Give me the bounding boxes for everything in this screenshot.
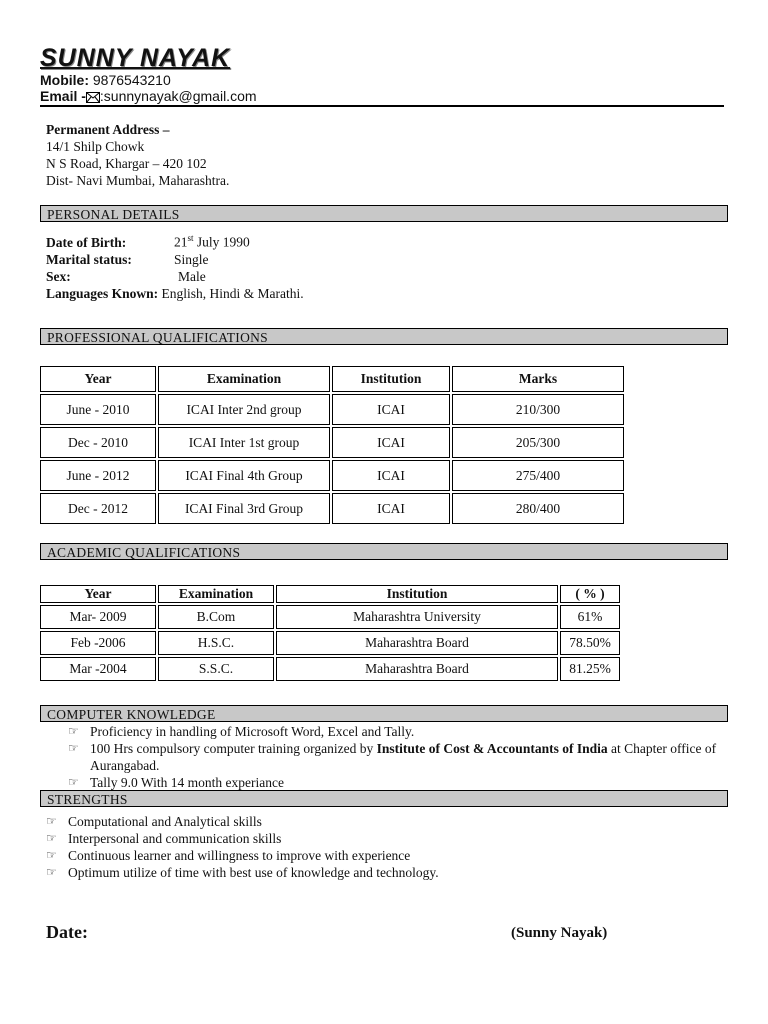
col-year: Year <box>40 366 156 392</box>
col-year: Year <box>40 585 156 603</box>
header-divider <box>40 105 724 107</box>
cell-examination: ICAI Final 3rd Group <box>158 493 330 524</box>
sex-row <box>46 268 304 285</box>
cell-marks: 280/400 <box>452 493 624 524</box>
section-personal-details: PERSONAL DETAILS <box>40 205 728 222</box>
cell-marks: 275/400 <box>452 460 624 491</box>
marital-label: Marital status: <box>46 251 132 267</box>
cell-percent: 78.50% <box>560 631 620 655</box>
academic-table <box>38 583 622 683</box>
pointing-hand-icon: ☞ <box>68 741 79 755</box>
col-percent: ( % ) <box>560 585 620 603</box>
col-institution: Institution <box>332 366 450 392</box>
dob-label: Date of Birth: <box>46 234 127 250</box>
institute-name: Institute of Cost & Accountants of India <box>376 741 608 756</box>
cell-institution: Maharashtra Board <box>276 631 558 655</box>
dob-row <box>46 230 304 251</box>
list-item <box>46 813 726 830</box>
strengths-list <box>46 813 726 881</box>
pointing-hand-icon: ☞ <box>46 814 57 828</box>
table-row <box>40 605 620 629</box>
list-item-text: Continuous learner and willingness to improve with experience <box>68 848 411 863</box>
section-professional-qualifications: PROFESSIONAL QUALIFICATIONS <box>40 328 728 345</box>
languages-value: English, Hindi & Marathi. <box>158 285 304 301</box>
email-line <box>40 88 257 106</box>
table-header-row <box>40 366 624 392</box>
cell-year: Mar- 2009 <box>40 605 156 629</box>
email-label: Email - <box>40 88 86 104</box>
table-row <box>40 657 620 681</box>
cell-institution: Maharashtra University <box>276 605 558 629</box>
list-item-text: Tally 9.0 With 14 month experiance <box>90 775 284 790</box>
table-row <box>40 427 624 458</box>
cell-percent: 81.25% <box>560 657 620 681</box>
section-computer-knowledge: COMPUTER KNOWLEDGE <box>40 705 728 722</box>
permanent-address <box>46 121 229 189</box>
list-item <box>46 847 726 864</box>
cell-year: Dec - 2012 <box>40 493 156 524</box>
candidate-name: SUNNY NAYAK <box>40 44 231 72</box>
col-institution: Institution <box>276 585 558 603</box>
list-item <box>68 774 718 791</box>
email-address: :sunnynayak@gmail.com <box>99 88 257 104</box>
pointing-hand-icon: ☞ <box>46 865 57 879</box>
section-strengths: STRENGTHS <box>40 790 728 807</box>
pointing-hand-icon: ☞ <box>68 775 79 789</box>
cell-examination: ICAI Final 4th Group <box>158 460 330 491</box>
list-item-text: Proficiency in handling of Microsoft Word, Excel and Tally. <box>90 724 415 739</box>
dob-day: 21 <box>174 234 188 250</box>
marital-row <box>46 251 304 268</box>
table-row <box>40 631 620 655</box>
list-item <box>46 830 726 847</box>
pointing-hand-icon: ☞ <box>68 724 79 738</box>
sex-value: Male <box>178 268 206 284</box>
cell-percent: 61% <box>560 605 620 629</box>
envelope-icon <box>86 90 100 106</box>
cell-institution: ICAI <box>332 460 450 491</box>
cell-year: Feb -2006 <box>40 631 156 655</box>
list-item-text: Optimum utilize of time with best use of knowledge and technology. <box>68 865 439 880</box>
table-row <box>40 394 624 425</box>
list-item-text: Interpersonal and communication skills <box>68 831 282 846</box>
cell-year: Dec - 2010 <box>40 427 156 458</box>
section-academic-qualifications: ACADEMIC QUALIFICATIONS <box>40 543 728 560</box>
cell-marks: 210/300 <box>452 394 624 425</box>
address-line: N S Road, Khargar – 420 102 <box>46 156 207 171</box>
sex-label: Sex: <box>46 268 71 284</box>
personal-details <box>46 230 304 302</box>
cell-institution: ICAI <box>332 394 450 425</box>
list-item-text: at Chapter office of Aurangabad. <box>90 741 717 773</box>
mobile-label: Mobile: <box>40 72 89 88</box>
col-examination: Examination <box>158 585 274 603</box>
cell-marks: 205/300 <box>452 427 624 458</box>
table-row <box>40 493 624 524</box>
address-line: 14/1 Shilp Chowk <box>46 139 145 154</box>
cell-examination: B.Com <box>158 605 274 629</box>
list-item <box>68 740 718 774</box>
cell-examination: ICAI Inter 2nd group <box>158 394 330 425</box>
pointing-hand-icon: ☞ <box>46 831 57 845</box>
cell-year: June - 2012 <box>40 460 156 491</box>
cell-institution: ICAI <box>332 427 450 458</box>
dob-suffix: st <box>187 233 194 243</box>
list-item <box>46 864 726 881</box>
languages-row <box>46 285 304 302</box>
cell-examination: S.S.C. <box>158 657 274 681</box>
cell-institution: Maharashtra Board <box>276 657 558 681</box>
table-header-row <box>40 585 620 603</box>
languages-label: Languages Known: <box>46 285 159 301</box>
marital-value: Single <box>174 251 209 267</box>
date-label: Date: <box>46 922 88 942</box>
col-marks: Marks <box>452 366 624 392</box>
list-item-text: 100 Hrs compulsory computer training organized by <box>90 741 377 756</box>
col-examination: Examination <box>158 366 330 392</box>
dob-rest: July 1990 <box>193 234 250 250</box>
cell-examination: ICAI Inter 1st group <box>158 427 330 458</box>
professional-table <box>38 364 626 526</box>
list-item <box>68 723 718 740</box>
table-row <box>40 460 624 491</box>
signature-name: (Sunny Nayak) <box>511 925 608 941</box>
address-line: Dist- Navi Mumbai, Maharashtra. <box>46 173 230 188</box>
mobile-number: 9876543210 <box>92 72 171 88</box>
pointing-hand-icon: ☞ <box>46 848 57 862</box>
address-heading: Permanent Address – <box>46 122 170 137</box>
mobile-line <box>40 72 171 88</box>
computer-knowledge-list <box>68 723 718 791</box>
cell-institution: ICAI <box>332 493 450 524</box>
list-item-text: Computational and Analytical skills <box>68 814 262 829</box>
cell-year: June - 2010 <box>40 394 156 425</box>
cell-examination: H.S.C. <box>158 631 274 655</box>
cell-year: Mar -2004 <box>40 657 156 681</box>
